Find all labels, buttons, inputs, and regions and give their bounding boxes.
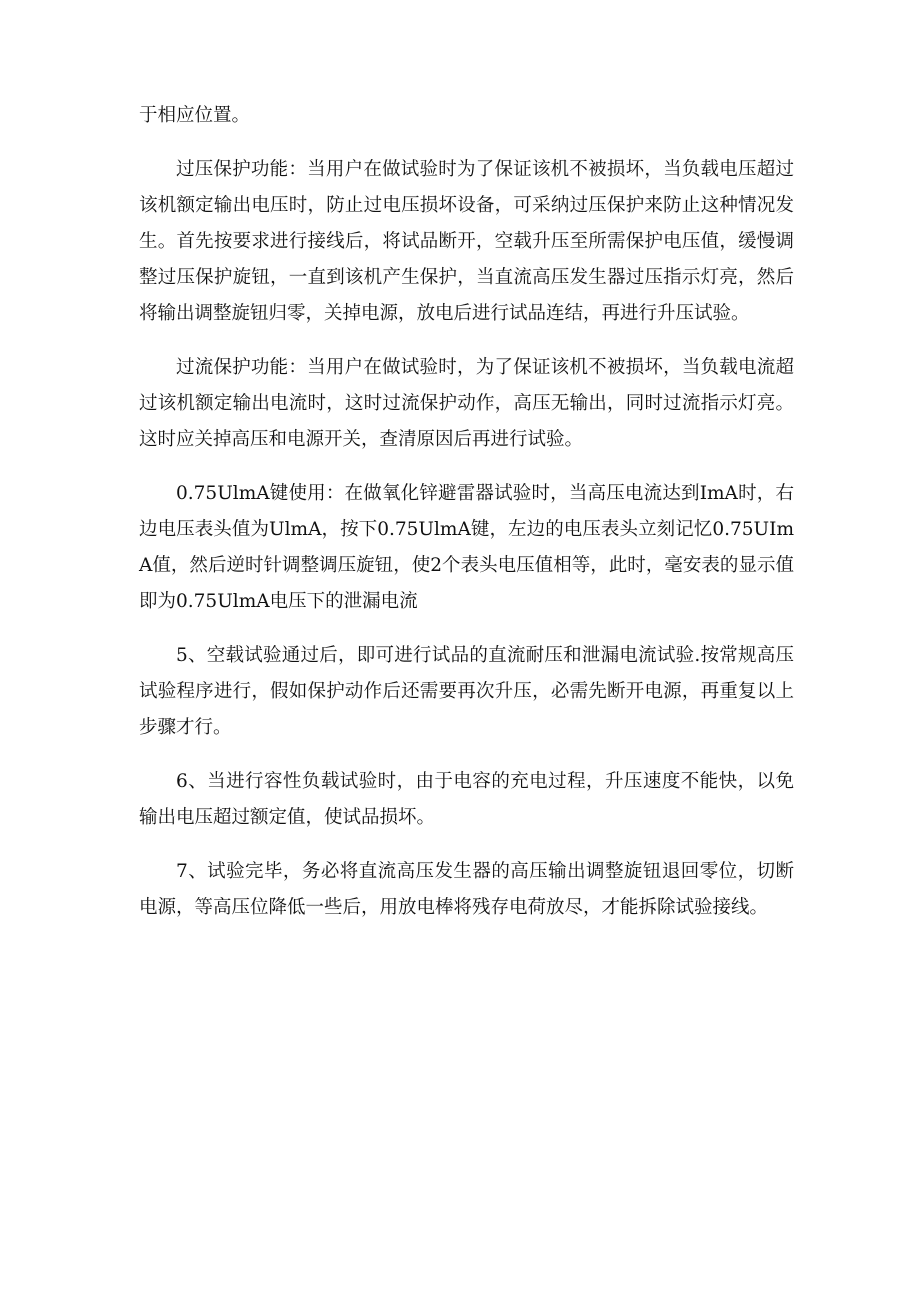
paragraph-overcurrent-protection: 过流保护功能：当用户在做试验时，为了保证该机不被损坏，当负载电流超过该机额定输出电流时，这时过流保护动作，高压无输出，同时过流指示灯亮。这时应关掉高压和电源开关，查清原因后再进行试验。 <box>139 357 794 450</box>
paragraph-step-6: 6、当进行容性负载试验时，由于电容的充电过程，升压速度不能快，以免输出电压超过额定值，使试品损坏。 <box>139 771 794 828</box>
paragraph-step-5: 5、空载试验通过后，即可进行试品的直流耐压和泄漏电流试验.按常规高压试验程序进行，假如保护动作后还需要再次升压，必需先断开电源，再重复以上步骤才行。 <box>139 645 794 738</box>
paragraph-075u1ma-key: 0.75UlmA键使用：在做氧化锌避雷器试验时，当高压电流达到ImA时，右边电压表头值为UlmA，按下0.75UlmA键，左边的电压表头立刻记忆0.75UImA值，然后逆时针调整调压旋钮，使2个表头电压值相等，此时，毫安表的显示值即为0.75UlmA电压下的泄漏电流 <box>139 483 794 612</box>
document-body <box>139 98 794 944</box>
paragraph-step-7: 7、试验完毕，务必将直流高压发生器的高压输出调整旋钮退回零位，切断电源，等高压位降低一些后，用放电棒将残存电荷放尽，才能拆除试验接线。 <box>139 861 794 918</box>
paragraph-overvoltage-protection: 过压保护功能：当用户在做试验时为了保证该机不被损坏，当负载电压超过该机额定输出电压时，防止过电压损坏设备，可采纳过压保护来防止这种情况发生。首先按要求进行接线后，将试品断开，空载升压至所需保护电压值，缓慢调整过压保护旋钮，一直到该机产生保护，当直流高压发生器过压指示灯亮，然后将输出调整旋钮归零，关掉电源，放电后进行试品连结，再进行升压试验。 <box>139 159 794 324</box>
paragraph-continuation: 于相应位置。 <box>139 105 251 126</box>
